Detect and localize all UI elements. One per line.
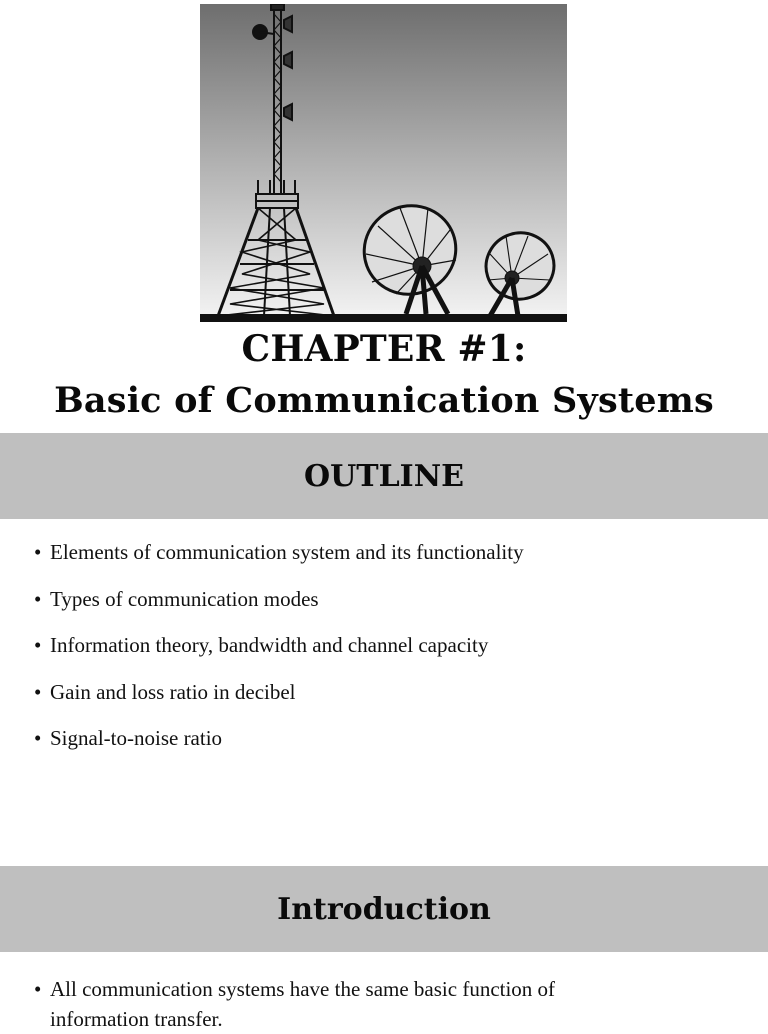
- list-item: • Types of communication modes: [34, 586, 319, 611]
- hero-image: [200, 4, 567, 322]
- communication-tower-icon: [200, 4, 567, 322]
- chapter-number-title: CHAPTER #1:: [241, 328, 527, 370]
- introduction-heading: Introduction: [277, 891, 491, 927]
- list-item: • Signal-to-noise ratio: [34, 726, 223, 750]
- bullet-icon: •: [34, 726, 42, 750]
- outline-heading: OUTLINE: [303, 458, 465, 494]
- bullet-icon: •: [34, 977, 42, 1001]
- list-item: • All communication systems have the same basic function of information transfer.: [34, 974, 650, 1034]
- outline-header-band: [0, 433, 768, 519]
- introduction-list: [34, 974, 650, 1034]
- introduction-header-band: [0, 866, 768, 952]
- list-item: • Elements of communication system and its functionality: [34, 540, 524, 564]
- bullet-icon: •: [34, 540, 42, 564]
- bullet-icon: •: [34, 586, 42, 611]
- list-item: • Gain and loss ratio in decibel: [34, 679, 296, 704]
- bullet-icon: •: [34, 633, 42, 657]
- outline-list: [34, 538, 524, 771]
- bullet-icon: •: [34, 679, 42, 704]
- chapter-title: Basic of Communication Systems: [54, 380, 714, 421]
- list-item: • Information theory, bandwidth and channel capacity: [34, 633, 489, 657]
